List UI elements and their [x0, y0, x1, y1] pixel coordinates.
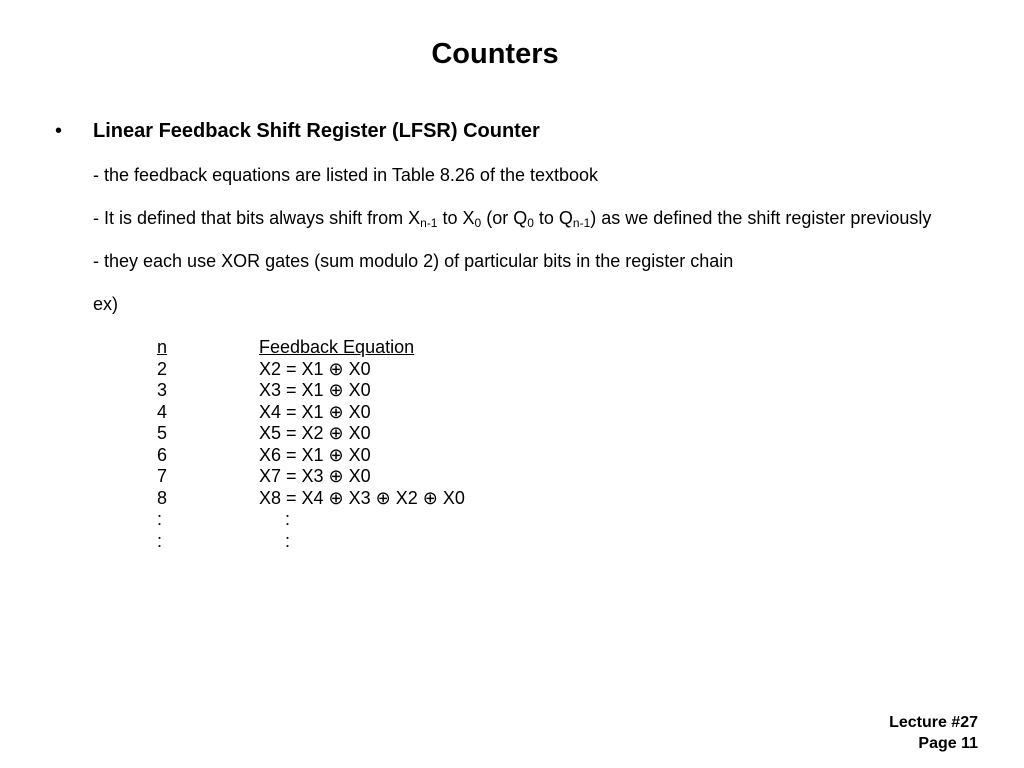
table-cell-n: 5 — [157, 423, 168, 443]
table-ellipsis-n: : — [157, 530, 163, 551]
shift-sub-a: n-1 — [420, 216, 438, 230]
bullet-heading: Linear Feedback Shift Register (LFSR) Counter — [93, 120, 540, 142]
shift-text-a: - It is defined that bits always shift from X — [93, 208, 421, 228]
table-cell-n: 8 — [157, 487, 168, 508]
shift-text-b: to X — [437, 208, 475, 228]
shift-sub-b: 0 — [474, 216, 482, 230]
xor-gates-note: - they each use XOR gates (sum modulo 2) of particular bits in the register chain — [93, 251, 734, 271]
table-cell-n: 7 — [157, 466, 168, 486]
page-number: Page 11 — [918, 735, 978, 752]
table-header-equation: Feedback Equation — [259, 337, 415, 357]
table-cell-n: 6 — [157, 444, 168, 465]
table-column-n — [157, 337, 167, 552]
table-cell-n: 2 — [157, 358, 168, 379]
table-cell-equation: X5 = X2 ⊕ X0 — [259, 423, 371, 443]
bullet-symbol: • — [55, 120, 63, 142]
table-ellipsis-equation: : — [285, 530, 291, 551]
table-cell-equation: X4 = X1 ⊕ X0 — [259, 401, 371, 422]
table-cell-n: 4 — [157, 401, 168, 422]
shift-text-e: ) as we defined the shift register previously — [590, 208, 932, 228]
table-cell-equation: X7 = X3 ⊕ X0 — [259, 466, 371, 486]
table-cell-equation: X2 = X1 ⊕ X0 — [259, 358, 371, 379]
table-cell-equation: X6 = X1 ⊕ X0 — [259, 444, 371, 465]
feedback-equations-note: - the feedback equations are listed in Table 8.26 of the textbook — [93, 165, 599, 185]
slide-footer — [889, 712, 978, 754]
table-ellipsis-n: : — [157, 509, 163, 529]
table-header-n: n — [157, 337, 168, 357]
table-ellipsis-equation: : — [285, 509, 291, 529]
table-cell-n: 3 — [157, 380, 168, 400]
example-label: ex) — [93, 294, 119, 314]
shift-sub-d: n-1 — [572, 216, 591, 230]
table-cell-equation: X8 = X4 ⊕ X3 ⊕ X2 ⊕ X0 — [259, 487, 465, 508]
shift-direction-note — [93, 207, 931, 229]
table-cell-equation: X3 = X1 ⊕ X0 — [259, 380, 371, 400]
shift-sub-c: 0 — [527, 216, 534, 230]
shift-text-c: (or Q — [481, 208, 528, 228]
slide-title: Counters — [431, 38, 559, 70]
shift-text-d: to Q — [533, 208, 573, 228]
table-column-equation — [259, 337, 465, 552]
lecture-number: Lecture #27 — [889, 714, 978, 731]
